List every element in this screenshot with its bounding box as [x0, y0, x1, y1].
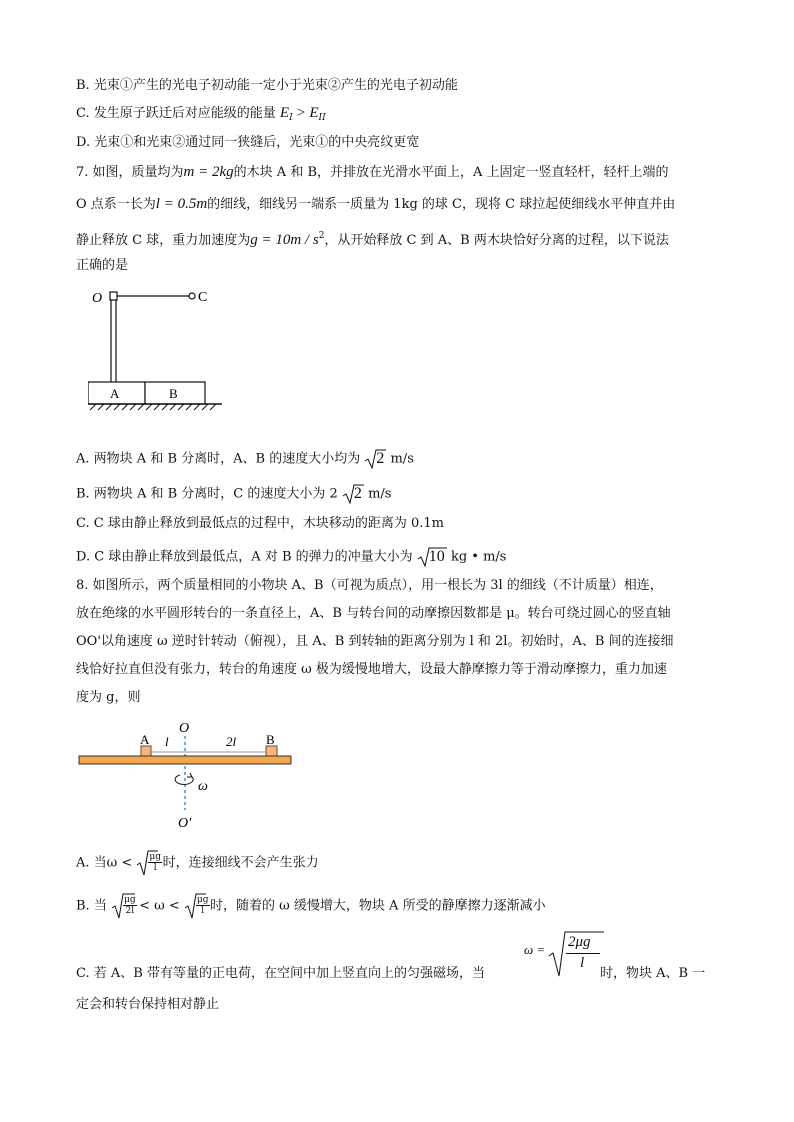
- sqrt-symbol: 10: [417, 546, 447, 568]
- fig7-label-b: B: [169, 386, 178, 401]
- q7-stem-line3: 静止释放 C 球，重力加速度为$g = 10m / s^2$，从开始释放 C 到 A、B 两木块恰好分离的过程，以下说法: [76, 231, 669, 248]
- sqrt-symbol: $\frac{\mu g}{l}$: [136, 849, 158, 877]
- q8-option-a: A. 当ω < $\frac{\mu g}{l}$ 时，连接细线不会产生张力: [76, 849, 319, 877]
- fig8-label-l: l: [165, 734, 169, 749]
- fig8-block-a: [141, 746, 151, 756]
- q8-stem-line3: OO'以角速度 ω 逆时针转动（俯视），且 A、B 到转轴的距离分别为 l 和 2l。初始时，A、B 间的连接细: [76, 634, 674, 649]
- fig7-ball-c: [189, 293, 195, 299]
- q8-stem-line5: 度为 g，则: [76, 690, 141, 705]
- q8-option-c-formula: ω = 2μg l: [524, 930, 604, 978]
- fig7-hatch: [88, 404, 216, 410]
- q7-option-c: C. C 球由静止释放到最低点的过程中，木块移动的距离为 0.1m: [76, 516, 444, 531]
- q8-stem-line1: 8. 如图所示，两个质量相同的小物块 A、B（可视为质点），用一根长为 3l 的细线（不计质量）相连，: [76, 578, 663, 593]
- q7-option-b: B. 两物块 A 和 B 分离时，C 的速度大小为 2 2 m/s: [76, 483, 391, 505]
- fig8-label-b: B: [266, 732, 275, 747]
- q8-option-c-line1-end: 时，物块 A、B 一: [600, 966, 706, 981]
- q7-option-a: A. 两物块 A 和 B 分离时，A、B 的速度大小均为 2 m/s: [76, 448, 414, 470]
- q8-option-c-line1: C. 若 A、B 带有等量的正电荷，在空间中加上竖直向上的匀强磁场，当: [76, 966, 485, 981]
- fig7-pivot: [110, 292, 117, 300]
- fig8-label-o: O: [179, 721, 190, 736]
- fig8-block-b: [266, 746, 277, 756]
- q7-figure: [88, 282, 228, 412]
- fig7-label-a: A: [110, 386, 120, 401]
- q7-stem-line1: 7. 如图，质量均为m = 2kg的木块 A 和 B，并排放在光滑水平面上，A 上固定一竖直轻杆，轻杆上端的: [76, 164, 669, 180]
- q7-option-d: D. C 球由静止释放到最低点，A 对 B 的弹力的冲量大小为 10 kg • m/s: [76, 546, 506, 568]
- sqrt-symbol: 2: [364, 448, 386, 470]
- fig8-label-2l: 2l: [226, 734, 237, 749]
- q8-figure: [78, 714, 298, 832]
- q8-stem-line2: 放在绝缘的水平圆形转台的一条直径上，A、B 与转台间的动摩擦因数都是 μ。转台可绕过圆心的竖直轴: [76, 606, 671, 621]
- q8-option-b: B. 当 $\frac{\mu g}{2l}$ < ω < $\frac{\mu g}{l}$ 时，随着的 ω 缓慢增大，物块 A 所受的静摩擦力逐渐减小: [76, 892, 546, 920]
- sqrt-symbol: 2: [342, 483, 364, 505]
- q7-stem-line4: 正确的是: [76, 258, 129, 273]
- q7-stem-line2: O 点系一长为l = 0.5m的细线，细线另一端系一质量为 1kg 的球 C，现将 C 球拉起使细线水平伸直并由: [76, 196, 676, 212]
- fig7-label-o: O: [92, 291, 103, 306]
- fig8-rotation-arrow: [175, 775, 193, 784]
- fig7-label-c: C: [198, 290, 208, 305]
- q6-option-c: C. 发生原子跃迁后对应能级的能量 $E_I > E_{II}$: [76, 105, 326, 123]
- q6-option-d: D. 光束①和光束②通过同一狭缝后，光束①的中央亮纹更宽: [76, 135, 420, 150]
- q8-option-c-line2: 定会和转台保持相对静止: [76, 997, 220, 1012]
- fig8-label-omega: ω: [198, 779, 208, 794]
- fig8-label-o-prime: O′: [178, 816, 192, 831]
- q8-stem-line4: 线恰好拉直但没有张力，转台的角速度 ω 极为缓慢地增大，设最大静摩擦力等于滑动摩擦力，重力加速: [76, 662, 667, 677]
- fig8-turntable: [79, 756, 291, 764]
- sqrt-symbol: $\frac{\mu g}{l}$: [184, 892, 206, 920]
- sqrt-symbol: $\frac{\mu g}{2l}$: [111, 892, 135, 920]
- fig8-label-a: A: [140, 732, 150, 747]
- q6-option-b: B. 光束①产生的光电子初动能一定小于光束②产生的光电子初动能: [76, 78, 458, 93]
